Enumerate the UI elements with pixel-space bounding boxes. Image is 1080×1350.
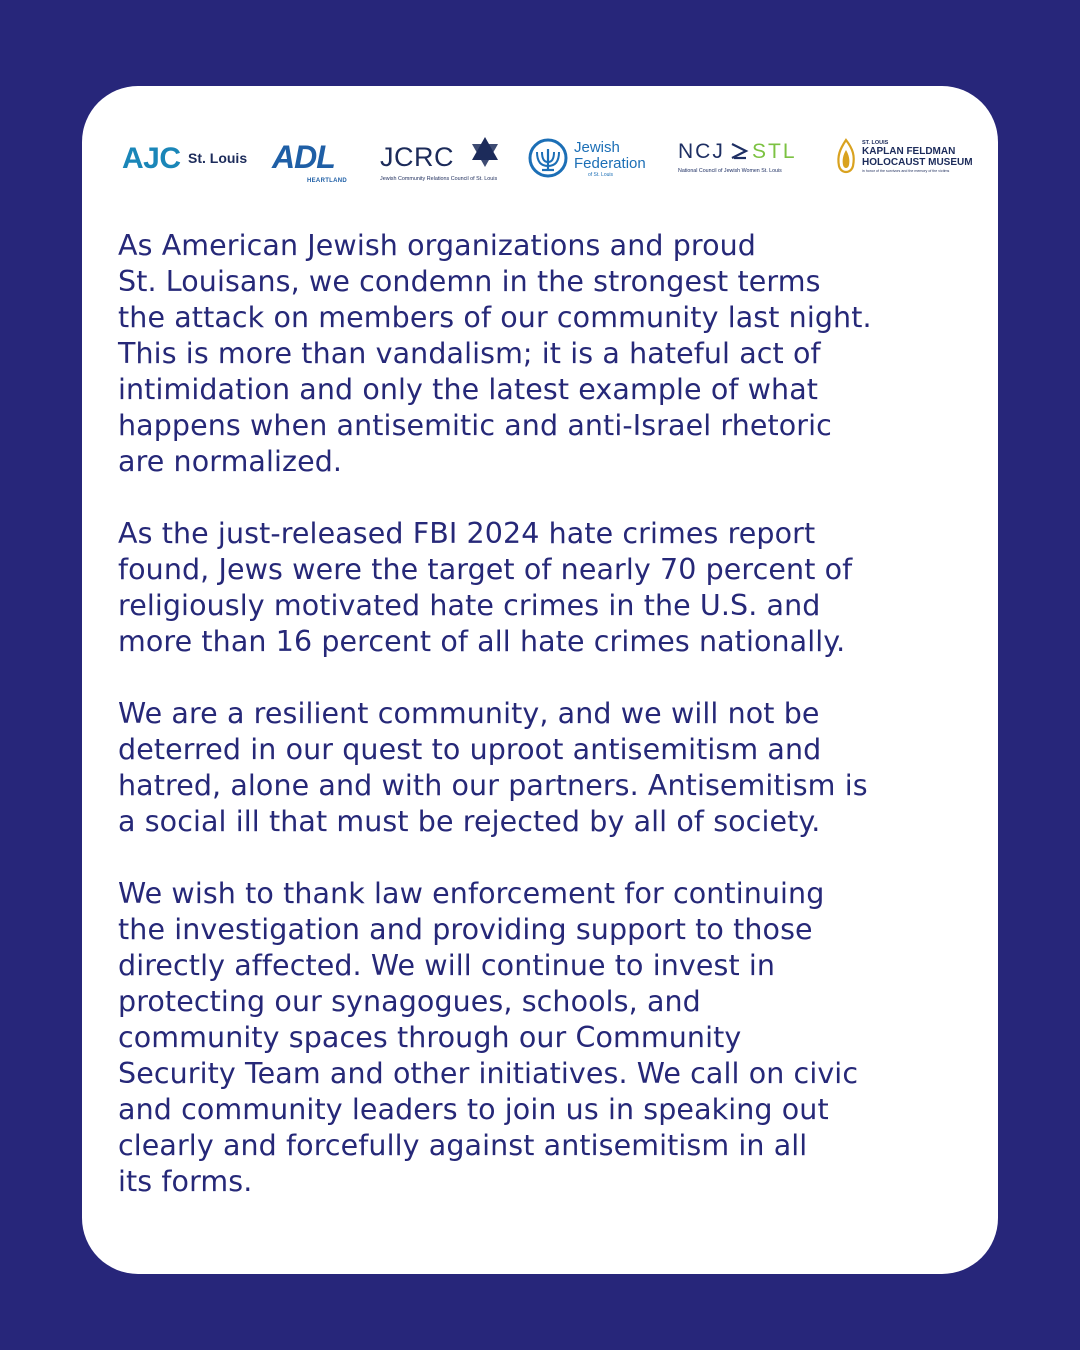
ncjw-logo <box>678 130 808 186</box>
statement-line: and community leaders to join us in speaking out <box>118 1093 829 1126</box>
statement-line: As the just-released FBI 2024 hate crimes report <box>118 517 816 550</box>
statement-paragraph <box>118 696 978 840</box>
ncjw-logo-text-1: NCJ <box>678 140 725 163</box>
statement-line: clearly and forcefully against antisemitism in all <box>118 1129 808 1162</box>
star-of-david-icon <box>472 137 498 167</box>
jewish-federation-logo <box>528 130 660 186</box>
statement-line: We are a resilient community, and we will not be <box>118 697 820 730</box>
holocaust-museum-logo <box>834 130 973 186</box>
jcrc-logo-text: JCRC <box>380 142 454 172</box>
adl-logo <box>272 130 358 186</box>
menorah-icon <box>530 140 566 176</box>
statement-text <box>118 228 978 1236</box>
ncjw-w-icon <box>732 144 746 158</box>
museum-logo-text-2: HOLOCAUST MUSEUM <box>862 157 973 168</box>
ajc-logo <box>122 130 248 186</box>
statement-card <box>82 86 998 1274</box>
statement-line: found, Jews were the target of nearly 70 percent of <box>118 553 853 586</box>
statement-line: are normalized. <box>118 445 343 478</box>
statement-line: the attack on members of our community last night. <box>118 301 872 334</box>
statement-line: protecting our synagogues, schools, and <box>118 985 701 1018</box>
flame-icon <box>838 140 853 172</box>
statement-line: deterred in our quest to uproot antisemitism and <box>118 733 822 766</box>
statement-line: directly affected. We will continue to invest in <box>118 949 776 982</box>
statement-line: more than 16 percent of all hate crimes nationally. <box>118 625 846 658</box>
statement-line: a social ill that must be rejected by all of society. <box>118 805 821 838</box>
statement-paragraph <box>118 876 978 1200</box>
ncjw-logo-text-2: STL <box>752 140 797 163</box>
statement-line: religiously motivated hate crimes in the U.S. and <box>118 589 821 622</box>
adl-logo-text: ADL <box>272 139 335 175</box>
museum-logo-text-1: KAPLAN FELDMAN <box>862 146 956 157</box>
partner-logos-row <box>122 130 973 186</box>
statement-line: hatred, alone and with our partners. Antisemitism is <box>118 769 868 802</box>
federation-logo-subtext: of St. Louis <box>588 172 614 178</box>
ajc-logo-subtext: St. Louis <box>188 150 248 166</box>
statement-line: Security Team and other initiatives. We call on civic <box>118 1057 859 1090</box>
ajc-logo-text: AJC <box>122 142 181 175</box>
statement-line: its forms. <box>118 1165 253 1198</box>
adl-logo-subtext: HEARTLAND <box>307 178 348 184</box>
ncjw-logo-subtext: National Council of Jewish Women St. Louis <box>678 168 782 174</box>
statement-line: We wish to thank law enforcement for continuing <box>118 877 825 910</box>
federation-logo-text-2: Federation <box>574 155 646 172</box>
jcrc-logo-subtext: Jewish Community Relations Council of St. Louis <box>380 176 498 182</box>
statement-line: This is more than vandalism; it is a hateful act of <box>118 337 821 370</box>
jcrc-logo <box>380 130 508 186</box>
statement-line: community spaces through our Community <box>118 1021 742 1054</box>
federation-logo-text-1: Jewish <box>574 139 620 156</box>
statement-paragraph <box>118 228 978 480</box>
statement-line: intimidation and only the latest example of what <box>118 373 819 406</box>
statement-line: St. Louisans, we condemn in the strongest terms <box>118 265 821 298</box>
statement-line: the investigation and providing support to those <box>118 913 813 946</box>
museum-logo-toptext: ST. LOUIS <box>862 140 889 146</box>
statement-line: happens when antisemitic and anti-Israel rhetoric <box>118 409 832 442</box>
statement-line: As American Jewish organizations and proud <box>118 229 756 262</box>
museum-logo-subtext: in honor of the survivors and the memory of the victims <box>862 169 950 173</box>
statement-paragraph <box>118 516 978 660</box>
